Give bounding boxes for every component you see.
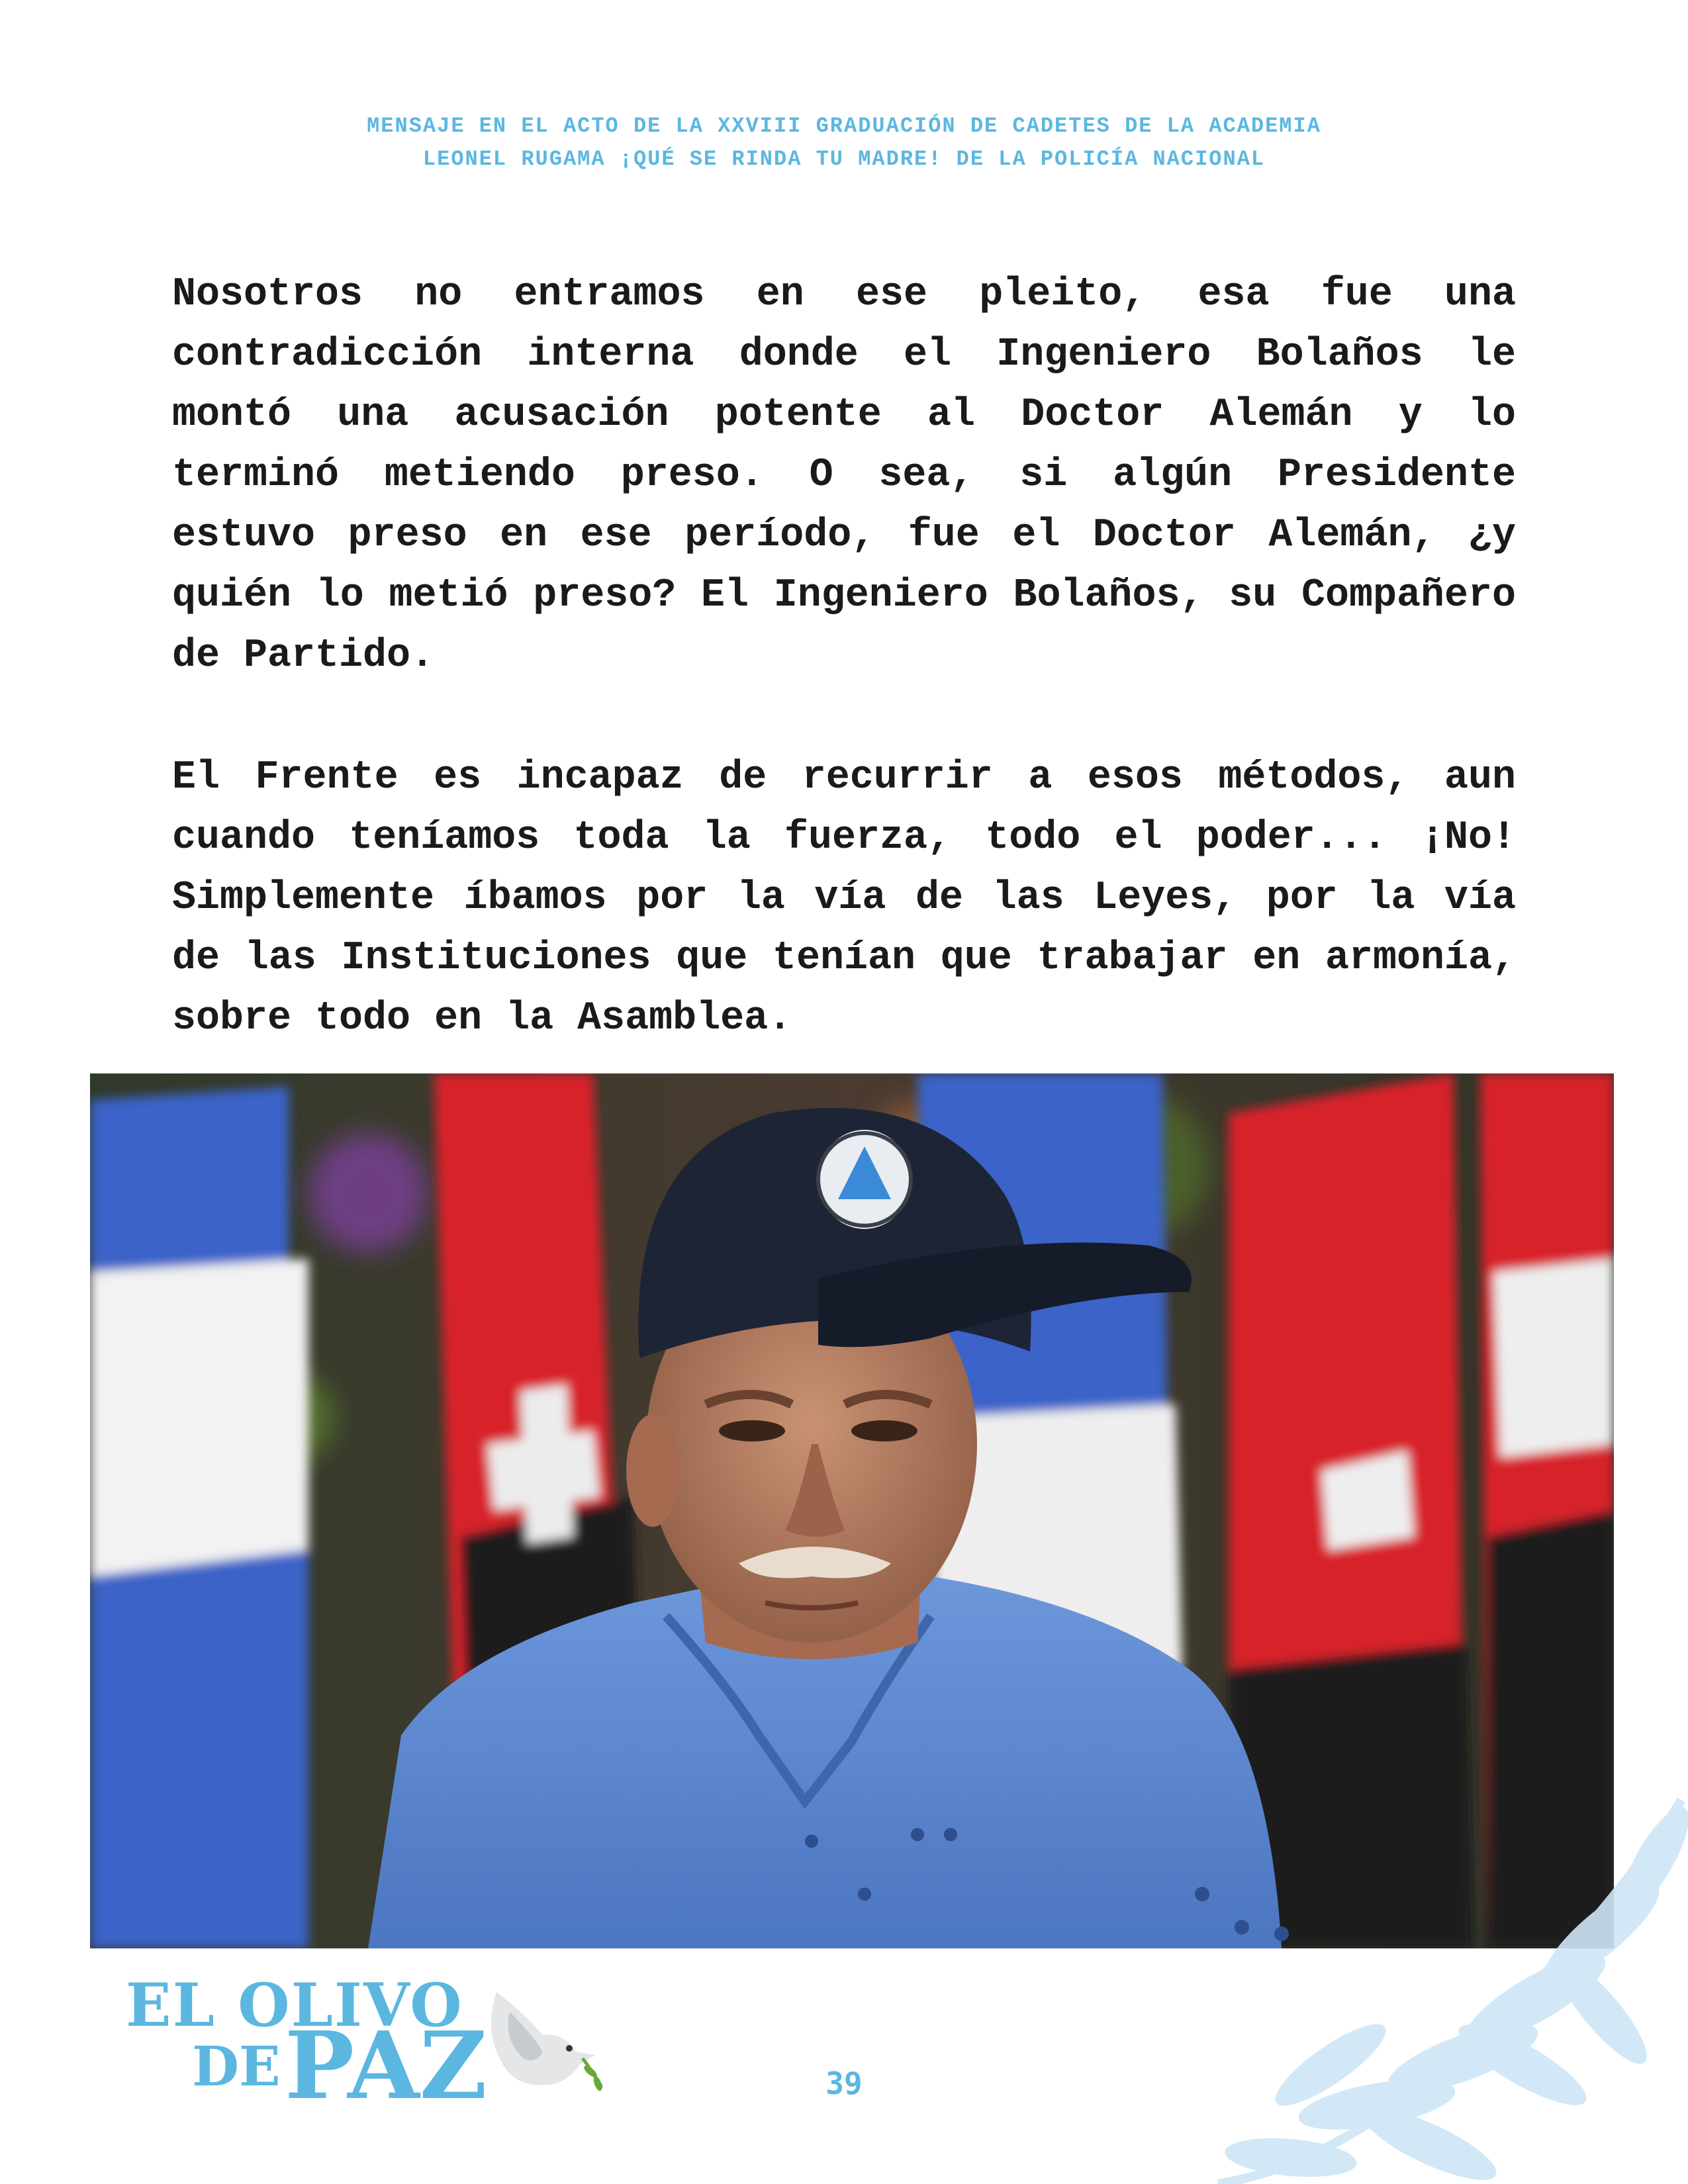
el-olivo-de-paz-logo [119, 1970, 616, 2120]
running-header-line-2: LEONEL RUGAMA ¡QUÉ SE RINDA TU MADRE! DE LA POLICÍA NACIONAL [422, 147, 1266, 171]
flag-left [90, 1087, 308, 1948]
running-header [199, 110, 1489, 176]
page-number: 39 [825, 2066, 863, 2101]
dove-icon [470, 1972, 602, 2105]
body-paragraph-1: Nosotros no entramos en ese pleito, esa fue una contradicción interna donde el Ingeniero Bolaños le montó una acusación potente al Doctor Alemán y lo terminó metiendo preso. O sea, si algún Presidente estuvo preso en ese período, fue el Doctor Alemán, ¿y quién lo metió preso? El Ingeniero Bolaños, su Compañero de Partido. [172, 272, 1516, 678]
logo-de: DE [192, 2035, 281, 2099]
logo-line-1: EL OLIVO [126, 1970, 463, 2040]
body-paragraph-2: El Frente es incapaz de recurrir a esos métodos, aun cuando teníamos toda la fuerza, todo el poder... ¡No! Simplemente íbamos por la vía de las Leyes, por la vía de las Instituciones que tenían que trabajar en armonía, sobre todo en la Asamblea. [172, 755, 1516, 1041]
olive-branch-watermark [1178, 1774, 1688, 2184]
logo-paz: PAZ [285, 2012, 487, 2120]
running-header-line-1: MENSAJE EN EL ACTO DE LA XXVIII GRADUACIÓN DE CADETES DE LA ACADEMIA [367, 114, 1321, 138]
